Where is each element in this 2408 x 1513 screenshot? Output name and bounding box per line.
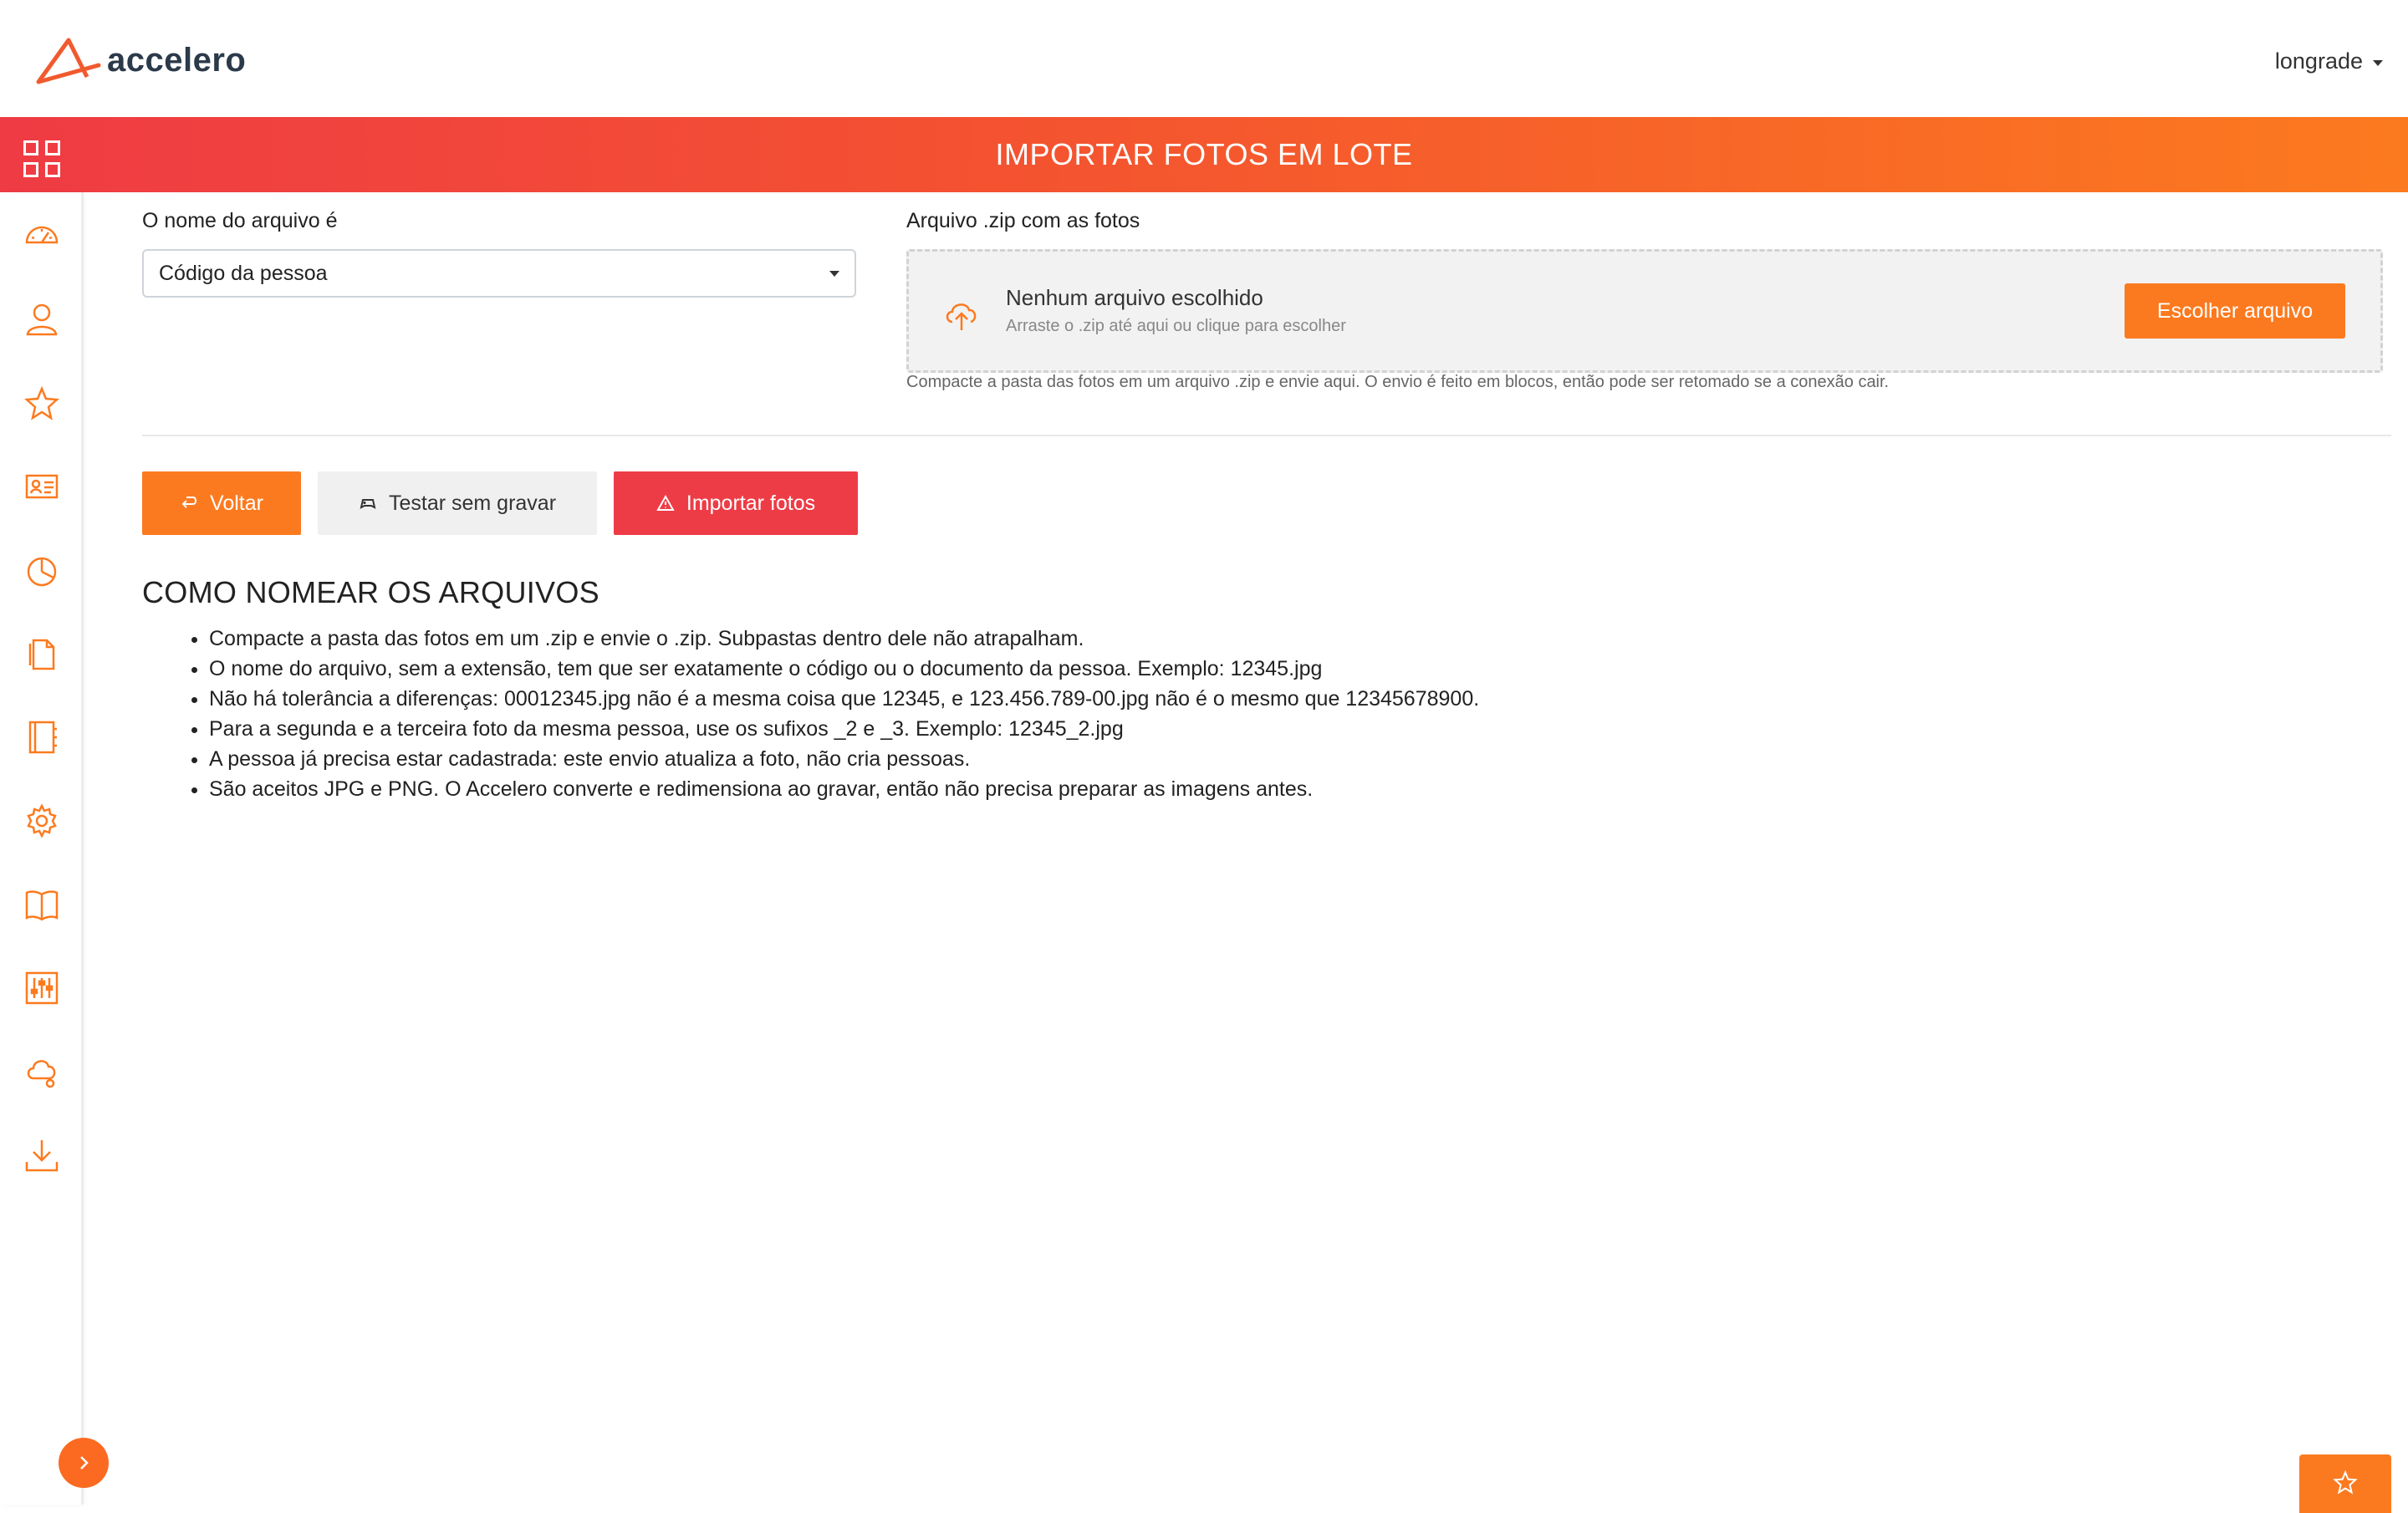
zip-dropzone[interactable]	[906, 249, 2383, 373]
return-arrow-icon	[180, 494, 198, 512]
filename-label: O nome do arquivo é	[142, 209, 338, 232]
sidebar-expand-button[interactable]	[59, 1438, 109, 1488]
list-item: • A pessoa já precisa estar cadastrada: este envio atualiza a foto, não cria pessoas.	[209, 744, 1479, 774]
cloud-upload-icon	[941, 293, 982, 335]
test-button-label: Testar sem gravar	[388, 491, 557, 515]
top-bar	[0, 0, 2408, 117]
chevron-down-icon	[2373, 60, 2383, 66]
list-item: • O nome do arquivo, sem a extensão, tem que ser exatamente o código ou o documento da pessoa. Exemplo: 12345.jpg	[209, 654, 1479, 684]
user-name: longrade	[2274, 48, 2363, 74]
chevron-right-icon	[75, 1454, 92, 1471]
choose-file-button[interactable]: Escolher arquivo	[2125, 283, 2345, 339]
page-title: IMPORTAR FOTOS EM LOTE	[995, 137, 1413, 171]
documents-icon[interactable]	[23, 635, 60, 672]
gear-icon[interactable]	[23, 802, 60, 839]
dropzone-title: Nenhum arquivo escolhido	[1006, 285, 1263, 310]
person-icon[interactable]	[23, 301, 60, 338]
user-menu[interactable]	[2275, 48, 2383, 74]
chevron-down-icon	[829, 271, 839, 277]
main-content	[142, 192, 2391, 1505]
gamepad-icon	[359, 494, 377, 512]
filename-type-select[interactable]	[142, 249, 856, 298]
list-item: • Compacte a pasta das fotos em um .zip e envie o .zip. Subpastas dentro dele não atrapalham.	[209, 624, 1479, 654]
back-button-label: Voltar	[210, 491, 263, 515]
id-card-icon[interactable]	[23, 468, 60, 505]
dropzone-subtitle: Arraste o .zip até aqui ou clique para escolher	[1006, 317, 1346, 335]
divider	[142, 435, 2391, 436]
brand-name: accelero	[107, 41, 247, 79]
filename-type-value: Código da pessoa	[159, 262, 328, 285]
zip-label: Arquivo .zip com as fotos	[906, 209, 1140, 232]
dashboard-gauge-icon[interactable]	[23, 217, 60, 254]
sliders-icon[interactable]	[23, 970, 60, 1006]
list-item: • Não há tolerância a diferenças: 00012345.jpg não é a mesma coisa que 12345, e 123.456.789-00.jpg não é o mesmo que 12345678900.	[209, 684, 1479, 714]
test-without-saving-button[interactable]	[318, 471, 597, 535]
accelero-logo-icon	[35, 35, 104, 85]
howto-list	[209, 624, 1479, 804]
cloud-settings-icon[interactable]	[23, 1053, 60, 1090]
list-item: • São aceitos JPG e PNG. O Accelero converte e redimensiona ao gravar, então não precisa preparar as imagens antes.	[209, 774, 1479, 804]
page-header-band	[0, 117, 2408, 192]
logo[interactable]	[35, 35, 246, 85]
download-icon[interactable]	[23, 1137, 60, 1174]
back-button[interactable]	[142, 471, 301, 535]
sidebar	[0, 192, 84, 1505]
notebook-icon[interactable]	[23, 719, 60, 756]
star-icon[interactable]	[23, 385, 60, 421]
import-photos-button[interactable]	[614, 471, 858, 535]
howto-title: COMO NOMEAR OS ARQUIVOS	[142, 575, 599, 609]
star-icon	[2333, 1470, 2358, 1495]
pie-chart-icon[interactable]	[23, 552, 60, 588]
book-open-icon[interactable]	[23, 886, 60, 923]
upload-hint: Compacte a pasta das fotos em um arquivo .zip e envie aqui. O envio é feito em blocos, então pode ser retomado se a conexão cair.	[906, 373, 1890, 391]
apps-grid-icon[interactable]	[23, 140, 60, 177]
list-item: • Para a segunda e a terceira foto da mesma pessoa, use os sufixos _2 e _3. Exemplo: 12345_2.jpg	[209, 714, 1479, 744]
warning-icon	[656, 494, 675, 512]
import-button-label: Importar fotos	[686, 491, 816, 515]
